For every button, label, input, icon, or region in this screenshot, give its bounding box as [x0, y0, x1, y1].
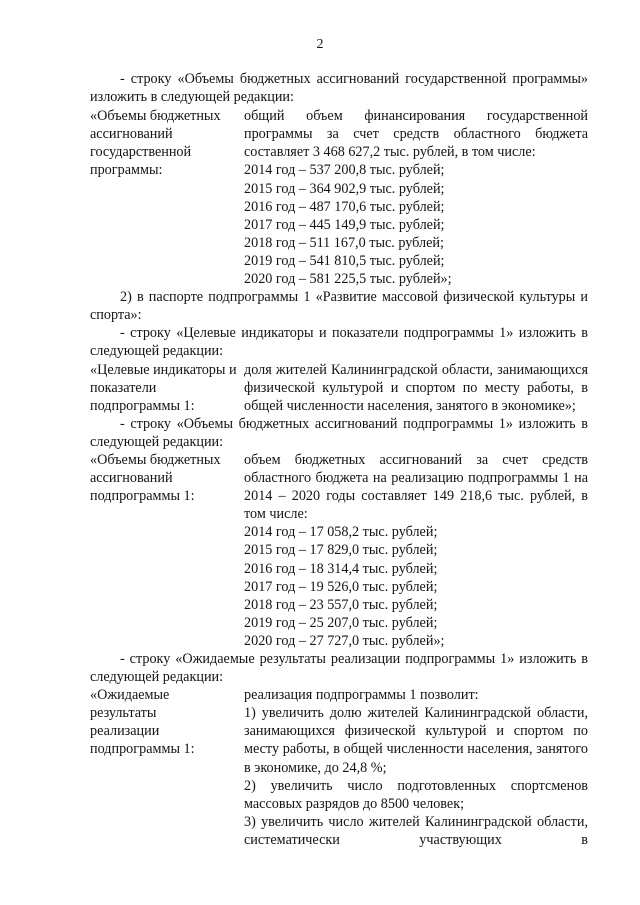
expected-result-1: 1) увеличить долю жителей Калининградской области, занимающихся физической культурой и спортом по месту работы, в общей численности населения, занятого в экономике, до 24,8 %; — [244, 705, 588, 776]
sp-year-2015: 2015 год – 17 829,0 тыс. рублей; — [244, 542, 438, 559]
table-gp-budget-label: «Объемы бюджетных ассигнований государственной программы: — [90, 108, 221, 179]
table-gp-budget — [90, 107, 588, 288]
gp-year-2020: 2020 год – 581 225,5 тыс. рублей»; — [244, 271, 452, 288]
sp-year-2017: 2017 год – 19 526,0 тыс. рублей; — [244, 578, 438, 595]
sp-year-2016: 2016 год – 18 314,4 тыс. рублей; — [244, 560, 438, 577]
table-expected-results-label: «Ожидаемые результаты реализации подпрограммы 1: — [90, 687, 195, 758]
table-target-indicators — [90, 361, 588, 415]
document-body — [90, 70, 588, 849]
expected-result-2: 2) увеличить число подготовленных спортсменов массовых разрядов до 8500 человек; — [244, 777, 588, 812]
gp-year-2018: 2018 год – 511 167,0 тыс. рублей; — [244, 234, 444, 251]
intro-subprogram-budget: - строку «Объемы бюджетных ассигнований подпрограммы 1» изложить в следующей редакции: — [90, 415, 588, 450]
table-gp-budget-value — [244, 107, 588, 288]
gp-year-2017: 2017 год – 445 149,9 тыс. рублей; — [244, 216, 445, 233]
sp-year-2020: 2020 год – 27 727,0 тыс. рублей»; — [244, 632, 445, 649]
expected-result-3: 3) увеличить число жителей Калининградской области, систематически участвующих в — [244, 813, 588, 848]
gp-year-2016: 2016 год – 487 170,6 тыс. рублей; — [244, 198, 445, 215]
table-expected-results — [90, 686, 588, 849]
intro-target-indicators: - строку «Целевые индикаторы и показатели подпрограммы 1» изложить в следующей редакции: — [90, 325, 588, 360]
gp-year-2014: 2014 год – 537 200,8 тыс. рублей; — [244, 162, 445, 179]
intro-expected-results: - строку «Ожидаемые результаты реализации подпрограммы 1» изложить в следующей редакции: — [90, 651, 588, 686]
table-subprogram-budget-value — [244, 451, 588, 650]
page-number: 2 — [316, 37, 324, 52]
gp-year-2019: 2019 год – 541 810,5 тыс. рублей; — [244, 252, 445, 269]
sp-year-2014: 2014 год – 17 058,2 тыс. рублей; — [244, 524, 438, 541]
table-subprogram-budget — [90, 451, 588, 650]
table-target-indicators-label: «Целевые индикаторы и показатели подпрограммы 1: — [90, 361, 237, 414]
subprogram-budget-total: объем бюджетных ассигнований за счет средств областного бюджета на реализацию подпрограммы 1 на 2014 – 2020 годы составляет 149 218,6 тыс. рублей, в том числе: — [244, 451, 588, 523]
gp-year-2015: 2015 год – 364 902,9 тыс. рублей; — [244, 180, 445, 197]
intro-subprogram-passport: 2) в паспорте подпрограммы 1 «Развитие массовой физической культуры и спорта»: — [90, 289, 588, 324]
sp-year-2019: 2019 год – 25 207,0 тыс. рублей; — [244, 614, 438, 631]
expected-result-intro: реализация подпрограммы 1 позволит: — [244, 687, 479, 704]
intro-gp-budget: - строку «Объемы бюджетных ассигнований государственной программы» изложить в следующей редакции: — [90, 71, 588, 106]
table-target-indicators-value — [244, 361, 588, 415]
sp-year-2018: 2018 год – 23 557,0 тыс. рублей; — [244, 596, 438, 613]
gp-budget-total: общий объем финансирования государственной программы за счет средств областного бюджета составляет 3 468 627,2 тыс. рублей, в том числе: — [244, 108, 588, 161]
table-subprogram-budget-label: «Объемы бюджетных ассигнований подпрограммы 1: — [90, 451, 221, 505]
target-indicator-text: доля жителей Калининградской области, занимающихся физической культурой и спортом по месту работы, в общей численности населения, занятого в экономике»; — [244, 361, 588, 414]
table-expected-results-value — [244, 686, 588, 849]
